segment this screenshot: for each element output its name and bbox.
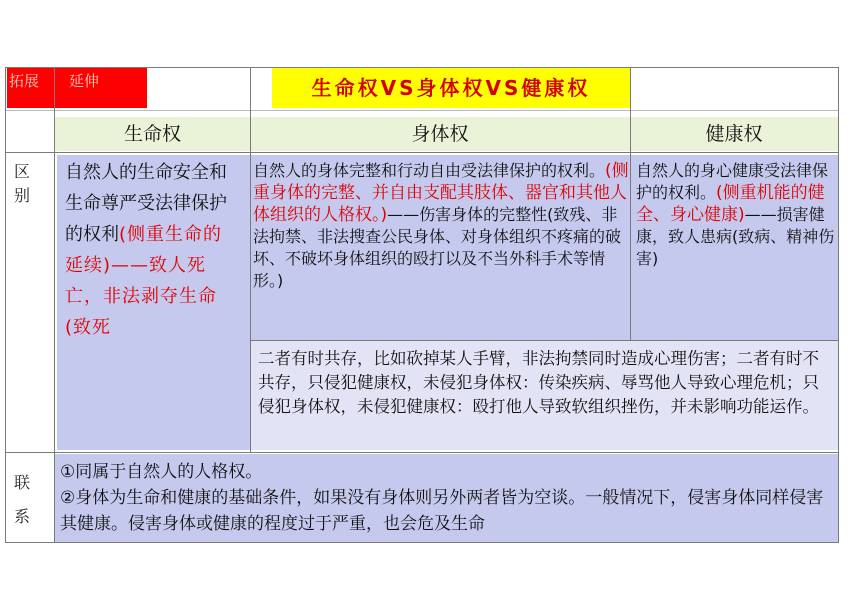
connection-line2: ②身体为生命和健康的基础条件，如果没有身体则另外两者皆为空谈。一般情况下，侵害身体同样侵害其健康。侵害身体或健康的程度过于严重，也会危及生命: [60, 488, 824, 534]
corner-tag-extend: [7, 68, 54, 108]
grid-col3: [630, 67, 631, 341]
grid-diff-bottom: [5, 452, 839, 453]
health-cell-part2: ——损害健康，致人患病(致病、精神伤害): [636, 205, 835, 268]
body-cell-part1: 自然人的身体完整和行动自由受法律保护的权利。: [253, 161, 606, 180]
grid-right: [838, 67, 839, 543]
header-life-label: 生命权: [123, 123, 181, 145]
connection-cell: [60, 459, 838, 541]
corner-tag-extension: [55, 68, 147, 108]
body-cell-red: (侧重身体的完整、并自由支配其肢体、器官和其他人体组织的人格权。): [253, 161, 629, 225]
header-body-label: 身体权: [411, 123, 469, 145]
corner-tag-extend-label: 拓展: [9, 72, 40, 90]
connection-line1: ①同属于自然人的人格权。: [60, 462, 263, 482]
health-cell-red: (侧重机能的健全、身心健康): [636, 183, 825, 225]
corner-tag-extension-label: 延伸: [69, 72, 100, 90]
coexist-cell: [258, 347, 834, 447]
grid-top: [5, 67, 839, 68]
header-life: [55, 119, 250, 149]
grid-header-bottom: [5, 152, 839, 153]
table-title: [272, 68, 630, 108]
grid-title-bottom: [5, 110, 839, 111]
grid-col1: [54, 67, 55, 543]
grid-bottom: [5, 542, 839, 543]
body-cell: [253, 160, 629, 340]
life-cell-normal: 自然人的生命安全和生命尊严受法律保护的权利: [65, 162, 227, 245]
life-cell-red: (侧重生命的延续)——致人死亡，非法剥夺生命(致死: [65, 224, 223, 338]
life-cell: [65, 157, 237, 447]
row-label-difference: 区别: [13, 162, 30, 205]
row-label-connection: 联系: [13, 473, 30, 526]
header-health: [630, 119, 838, 149]
grid-mid: [250, 340, 839, 341]
health-cell: [636, 160, 836, 340]
coexist-cell-text: 二者有时共存，比如砍掉某人手臂，非法拘禁同时造成心理伤害；二者有时不共存，只侵犯健康权，未侵犯身体权：传染疾病、辱骂他人导致心理危机；只侵犯身体权，未侵犯健康权：殴打他人导致软组织挫伤，并未影响功能运作。: [258, 349, 819, 416]
header-health-label: 健康权: [705, 123, 763, 145]
table-title-text: 生命权VS身体权VS健康权: [311, 76, 591, 100]
body-cell-part2: ——伤害身体的完整性(致残、非法拘禁、非法搜查公民身体、对身体组织不疼痛的破坏、不破坏身体组织的殴打以及不当外科手术等情形。): [253, 205, 622, 290]
health-cell-part1: 自然人的身心健康受法律保护的权利。: [636, 161, 829, 202]
header-body: [250, 119, 630, 149]
grid-left: [5, 67, 6, 543]
grid-col2: [250, 67, 251, 453]
